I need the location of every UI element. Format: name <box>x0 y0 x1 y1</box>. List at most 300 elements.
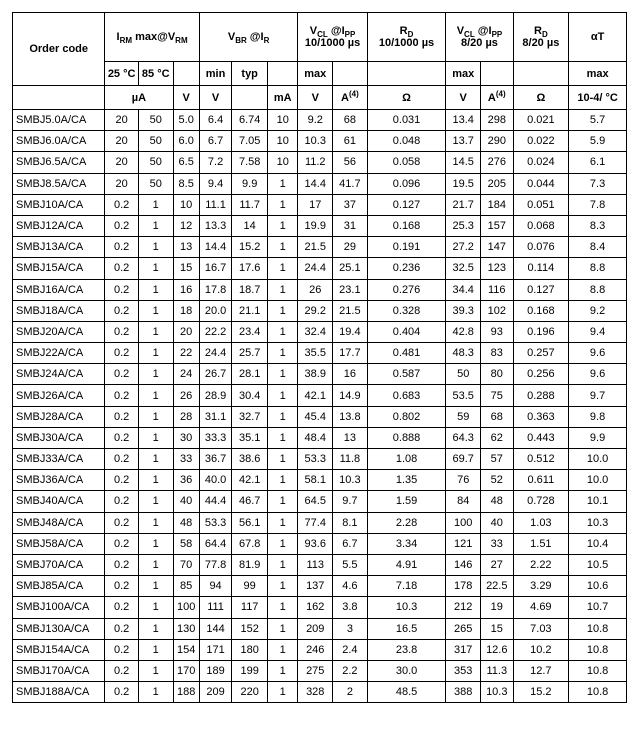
irm-25c-cell: 0.2 <box>105 300 139 321</box>
irm-25c-cell: 20 <box>105 173 139 194</box>
irm-85c-cell: 50 <box>138 173 173 194</box>
rd-8-20-cell: 0.024 <box>513 152 569 173</box>
alpha-t-cell: 9.6 <box>569 364 627 385</box>
order-code-cell: SMBJ6.5A/CA <box>13 152 105 173</box>
vbr-typ-cell: 46.7 <box>232 491 268 512</box>
vrm-cell: 24 <box>173 364 199 385</box>
ir-cell: 1 <box>268 321 298 342</box>
vbr-typ-cell: 18.7 <box>232 279 268 300</box>
table-row <box>13 343 627 364</box>
irm-85c-cell: 1 <box>138 491 173 512</box>
irm-25c-cell: 0.2 <box>105 279 139 300</box>
table-row <box>13 258 627 279</box>
order-code-cell: SMBJ170A/CA <box>13 660 105 681</box>
irm-85c-cell: 1 <box>138 258 173 279</box>
alpha-t-cell: 8.8 <box>569 258 627 279</box>
irm-85c-cell: 1 <box>138 215 173 236</box>
rd-8-20-cell: 0.363 <box>513 406 569 427</box>
rd-8-20-cell: 1.03 <box>513 512 569 533</box>
vbr-min-cell: 44.4 <box>199 491 232 512</box>
alpha-t-cell: 8.3 <box>569 215 627 236</box>
irm-85c-cell: 1 <box>138 449 173 470</box>
ipp-8-20-cell: 52 <box>481 470 514 491</box>
ipp-10-1000-cell: 25.1 <box>333 258 368 279</box>
irm-85c-cell: 1 <box>138 639 173 660</box>
alpha-t-cell: 5.7 <box>569 110 627 131</box>
vrm-cell: 58 <box>173 533 199 554</box>
vcl-10-1000-cell: 11.2 <box>298 152 333 173</box>
ipp-10-1000-cell: 5.5 <box>333 554 368 575</box>
ipp-8-20-cell: 102 <box>481 300 514 321</box>
ipp-8-20-cell: 93 <box>481 321 514 342</box>
ipp-8-20-cell: 123 <box>481 258 514 279</box>
vrm-cell: 8.5 <box>173 173 199 194</box>
table-row <box>13 639 627 660</box>
table-row <box>13 449 627 470</box>
table-body <box>13 110 627 703</box>
ir-cell: 1 <box>268 300 298 321</box>
order-code-cell: SMBJ33A/CA <box>13 449 105 470</box>
ipp-8-20-cell: 75 <box>481 385 514 406</box>
order-code-cell: SMBJ20A/CA <box>13 321 105 342</box>
ipp-8-20-cell: 157 <box>481 215 514 236</box>
vcl-8-20-cell: 388 <box>446 682 481 703</box>
vcl-8-20-cell: 76 <box>446 470 481 491</box>
rd-8-20-cell: 0.127 <box>513 279 569 300</box>
order-code-cell: SMBJ22A/CA <box>13 343 105 364</box>
irm-25c-cell: 0.2 <box>105 512 139 533</box>
irm-85c-cell: 1 <box>138 321 173 342</box>
vcl-8-20-cell: 84 <box>446 491 481 512</box>
vcl-8-20-cell: 32.5 <box>446 258 481 279</box>
vrm-cell: 16 <box>173 279 199 300</box>
ir-cell: 1 <box>268 639 298 660</box>
table-row <box>13 321 627 342</box>
electrical-characteristics-table <box>12 12 627 703</box>
vbr-typ-cell: 180 <box>232 639 268 660</box>
vrm-cell: 170 <box>173 660 199 681</box>
ipp-8-20-cell: 205 <box>481 173 514 194</box>
vcl-8-20-cell: 21.7 <box>446 194 481 215</box>
alpha-t-cell: 8.8 <box>569 279 627 300</box>
irm-85c-cell: 1 <box>138 427 173 448</box>
irm-header: $I_{RM}$ $\max@V_{RM}$ <box>105 13 199 62</box>
vbr-min-cell: 36.7 <box>199 449 232 470</box>
rd-8-20-cell: 0.068 <box>513 215 569 236</box>
vcl-8-20-cell: 212 <box>446 597 481 618</box>
irm-25c-cell: 0.2 <box>105 237 139 258</box>
vcl-10-1000-cell: 48.4 <box>298 427 333 448</box>
ir-cell: 1 <box>268 512 298 533</box>
ipp-8-20-cell: 68 <box>481 406 514 427</box>
ir-cell: 1 <box>268 258 298 279</box>
ipp-10-1000-cell: 23.1 <box>333 279 368 300</box>
alpha-t-cell: 9.9 <box>569 427 627 448</box>
alpha-t-cell: 7.8 <box>569 194 627 215</box>
vbr-min-cell: 26.7 <box>199 364 232 385</box>
ipp-8-20-cell: 147 <box>481 237 514 258</box>
ipp-8-20-cell: 184 <box>481 194 514 215</box>
vcl-8-20-cell: 146 <box>446 554 481 575</box>
temp-85-header: 85 °C <box>138 62 173 86</box>
vcl-8-20-cell: 59 <box>446 406 481 427</box>
vcl-8-20-cell: 13.7 <box>446 131 481 152</box>
vbr-min-cell: 6.4 <box>199 110 232 131</box>
ir-cell: 1 <box>268 533 298 554</box>
vrm-cell: 13 <box>173 237 199 258</box>
rd-8-20-cell: 12.7 <box>513 660 569 681</box>
irm-25c-cell: 0.2 <box>105 343 139 364</box>
ipp-8-20-cell: 12.6 <box>481 639 514 660</box>
table-row <box>13 554 627 575</box>
table-row <box>13 237 627 258</box>
ipp-10-1000-cell: 3 <box>333 618 368 639</box>
ipp-10-1000-cell: 16 <box>333 364 368 385</box>
irm-85c-cell: 1 <box>138 194 173 215</box>
vcl-8-20-header: $V_{CL}$ $@I_{PP}$ 8/20 µs <box>446 13 513 62</box>
vcl-10-1000-cell: 77.4 <box>298 512 333 533</box>
irm-85c-cell: 50 <box>138 110 173 131</box>
vbr-typ-cell: 11.7 <box>232 194 268 215</box>
table-row <box>13 406 627 427</box>
ipp-10-1000-cell: 56 <box>333 152 368 173</box>
vbr-min-cell: 111 <box>199 597 232 618</box>
rd-8-20-cell: 0.256 <box>513 364 569 385</box>
vbr-typ-cell: 21.1 <box>232 300 268 321</box>
alpha-t-cell: 5.9 <box>569 131 627 152</box>
rd-10-1000-cell: 0.048 <box>367 131 446 152</box>
vcl-10-1000-cell: 53.3 <box>298 449 333 470</box>
rd-10-1000-cell: 10.3 <box>367 597 446 618</box>
ipp-8-20-cell: 80 <box>481 364 514 385</box>
irm-85c-cell: 1 <box>138 618 173 639</box>
ipp-8-20-cell: 19 <box>481 597 514 618</box>
vbr-min-cell: 24.4 <box>199 343 232 364</box>
ir-cell: 1 <box>268 660 298 681</box>
rd-8-20-cell: 0.168 <box>513 300 569 321</box>
vrm-cell: 20 <box>173 321 199 342</box>
order-code-cell: SMBJ12A/CA <box>13 215 105 236</box>
alpha-t-cell: 9.6 <box>569 343 627 364</box>
rd-10-1000-cell: 0.404 <box>367 321 446 342</box>
irm-25c-cell: 0.2 <box>105 194 139 215</box>
vbr-min-cell: 33.3 <box>199 427 232 448</box>
unit-ua: µA <box>105 86 173 110</box>
irm-25c-cell: 0.2 <box>105 321 139 342</box>
vcl-8-20-cell: 13.4 <box>446 110 481 131</box>
empty-header-cell <box>513 62 569 86</box>
vrm-cell: 40 <box>173 491 199 512</box>
vbr-header: $V_{BR}$ $@I_R$ <box>199 13 298 62</box>
table-row <box>13 660 627 681</box>
vbr-min-cell: 13.3 <box>199 215 232 236</box>
ir-cell: 1 <box>268 279 298 300</box>
ipp-10-1000-cell: 61 <box>333 131 368 152</box>
vcl-8-20-cell: 69.7 <box>446 449 481 470</box>
vrm-cell: 154 <box>173 639 199 660</box>
alpha-t-cell: 9.4 <box>569 321 627 342</box>
irm-85c-cell: 1 <box>138 660 173 681</box>
ipp-10-1000-cell: 8.1 <box>333 512 368 533</box>
vbr-min-cell: 20.0 <box>199 300 232 321</box>
vbr-typ-cell: 56.1 <box>232 512 268 533</box>
ir-cell: 1 <box>268 385 298 406</box>
temp-25-header: 25 °C <box>105 62 139 86</box>
irm-25c-cell: 0.2 <box>105 554 139 575</box>
irm-25c-cell: 0.2 <box>105 576 139 597</box>
vbr-typ-cell: 42.1 <box>232 470 268 491</box>
ir-cell: 1 <box>268 194 298 215</box>
vbr-typ-cell: 6.74 <box>232 110 268 131</box>
table-row <box>13 618 627 639</box>
vbr-typ-cell: 32.7 <box>232 406 268 427</box>
vbr-min-cell: 16.7 <box>199 258 232 279</box>
ipp-10-1000-cell: 10.3 <box>333 470 368 491</box>
vbr-min-cell: 94 <box>199 576 232 597</box>
vbr-typ-cell: 7.58 <box>232 152 268 173</box>
table-row <box>13 300 627 321</box>
ipp-8-20-cell: 290 <box>481 131 514 152</box>
rd-8-20-cell: 0.288 <box>513 385 569 406</box>
vbr-typ-cell: 81.9 <box>232 554 268 575</box>
rd-10-1000-cell: 0.236 <box>367 258 446 279</box>
vcl-8-20-cell: 27.2 <box>446 237 481 258</box>
unit-a-ipp1: $A^{(4)}$ <box>333 86 368 110</box>
alpha-t-cell: 10.1 <box>569 491 627 512</box>
vbr-min-cell: 14.4 <box>199 237 232 258</box>
order-code-cell: SMBJ13A/CA <box>13 237 105 258</box>
order-code-cell: SMBJ26A/CA <box>13 385 105 406</box>
vbr-typ-cell: 7.05 <box>232 131 268 152</box>
empty-header-cell <box>13 86 105 110</box>
vbr-typ-cell: 15.2 <box>232 237 268 258</box>
rd-10-1000-cell: 0.587 <box>367 364 446 385</box>
ipp-8-20-cell: 11.3 <box>481 660 514 681</box>
rd-8-20-cell: 0.076 <box>513 237 569 258</box>
rd-8-20-cell: 3.29 <box>513 576 569 597</box>
ipp-8-20-cell: 33 <box>481 533 514 554</box>
irm-85c-cell: 1 <box>138 343 173 364</box>
order-code-cell: SMBJ48A/CA <box>13 512 105 533</box>
irm-25c-cell: 0.2 <box>105 491 139 512</box>
vbr-typ-cell: 35.1 <box>232 427 268 448</box>
alpha-t-cell: 10.3 <box>569 512 627 533</box>
alpha-t-cell: 9.2 <box>569 300 627 321</box>
vcl-10-1000-cell: 26 <box>298 279 333 300</box>
vcl-10-1000-cell: 32.4 <box>298 321 333 342</box>
rd-10-1000-cell: 0.191 <box>367 237 446 258</box>
vbr-typ-cell: 152 <box>232 618 268 639</box>
ipp-10-1000-cell: 21.5 <box>333 300 368 321</box>
rd-10-1000-cell: 0.888 <box>367 427 446 448</box>
vrm-cell: 26 <box>173 385 199 406</box>
vcl-10-1000-cell: 58.1 <box>298 470 333 491</box>
order-code-cell: SMBJ36A/CA <box>13 470 105 491</box>
order-code-cell: SMBJ30A/CA <box>13 427 105 448</box>
irm-85c-cell: 1 <box>138 470 173 491</box>
vcl-8-20-cell: 317 <box>446 639 481 660</box>
table-row <box>13 470 627 491</box>
alpha-t-cell: 10.4 <box>569 533 627 554</box>
ipp-8-20-cell: 276 <box>481 152 514 173</box>
rd-10-1000-cell: 2.28 <box>367 512 446 533</box>
vcl-10-1000-cell: 10.3 <box>298 131 333 152</box>
vbr-min-cell: 17.8 <box>199 279 232 300</box>
vbr-min-cell: 53.3 <box>199 512 232 533</box>
vcl-8-20-cell: 353 <box>446 660 481 681</box>
ir-cell: 1 <box>268 597 298 618</box>
table-row <box>13 194 627 215</box>
irm-85c-cell: 1 <box>138 279 173 300</box>
ir-cell: 1 <box>268 576 298 597</box>
rd-10-1000-cell: 1.59 <box>367 491 446 512</box>
order-code-header: Order code <box>13 13 105 86</box>
ipp-8-20-cell: 27 <box>481 554 514 575</box>
vbr-typ-cell: 117 <box>232 597 268 618</box>
irm-25c-cell: 0.2 <box>105 660 139 681</box>
table-row <box>13 385 627 406</box>
order-code-cell: SMBJ6.0A/CA <box>13 131 105 152</box>
order-code-cell: SMBJ8.5A/CA <box>13 173 105 194</box>
table-header <box>13 13 627 110</box>
irm-85c-cell: 1 <box>138 406 173 427</box>
vcl-8-20-cell: 42.8 <box>446 321 481 342</box>
alpha-t-cell: 6.1 <box>569 152 627 173</box>
order-code-cell: SMBJ154A/CA <box>13 639 105 660</box>
ipp-10-1000-cell: 37 <box>333 194 368 215</box>
vcl-8-20-cell: 34.4 <box>446 279 481 300</box>
irm-25c-cell: 20 <box>105 110 139 131</box>
vrm-cell: 15 <box>173 258 199 279</box>
rd-8-20-cell: 0.611 <box>513 470 569 491</box>
vrm-cell: 85 <box>173 576 199 597</box>
order-code-cell: SMBJ85A/CA <box>13 576 105 597</box>
ir-cell: 1 <box>268 237 298 258</box>
rd-8-20-cell: 0.044 <box>513 173 569 194</box>
table-row <box>13 533 627 554</box>
vcl-8-20-cell: 14.5 <box>446 152 481 173</box>
alpha-t-cell: 10.6 <box>569 576 627 597</box>
vrm-cell: 70 <box>173 554 199 575</box>
ipp-10-1000-cell: 68 <box>333 110 368 131</box>
vbr-typ-cell: 14 <box>232 215 268 236</box>
vrm-cell: 6.5 <box>173 152 199 173</box>
ipp-8-20-cell: 15 <box>481 618 514 639</box>
rd-8-20-cell: 4.69 <box>513 597 569 618</box>
vbr-typ-cell: 9.9 <box>232 173 268 194</box>
ipp-10-1000-cell: 17.7 <box>333 343 368 364</box>
rd-10-1000-cell: 1.08 <box>367 449 446 470</box>
ir-cell: 1 <box>268 449 298 470</box>
order-code-cell: SMBJ40A/CA <box>13 491 105 512</box>
ipp-8-20-cell: 48 <box>481 491 514 512</box>
ipp-8-20-cell: 22.5 <box>481 576 514 597</box>
table-row <box>13 682 627 703</box>
rd-8-20-cell: 2.22 <box>513 554 569 575</box>
order-code-cell: SMBJ10A/CA <box>13 194 105 215</box>
table-row <box>13 110 627 131</box>
rd-8-20-cell: 0.257 <box>513 343 569 364</box>
vrm-cell: 10 <box>173 194 199 215</box>
irm-85c-cell: 50 <box>138 131 173 152</box>
ir-cell: 10 <box>268 110 298 131</box>
ipp-8-20-cell: 298 <box>481 110 514 131</box>
ir-cell: 10 <box>268 152 298 173</box>
irm-25c-cell: 0.2 <box>105 406 139 427</box>
vrm-cell: 5.0 <box>173 110 199 131</box>
rd-8-20-cell: 7.03 <box>513 618 569 639</box>
vbr-min-cell: 64.4 <box>199 533 232 554</box>
ipp-10-1000-cell: 13 <box>333 427 368 448</box>
irm-85c-cell: 1 <box>138 533 173 554</box>
vcl-10-1000-cell: 19.9 <box>298 215 333 236</box>
rd-10-1000-header: $R_D$ 10/1000 µs <box>367 13 446 62</box>
vbr-typ-cell: 199 <box>232 660 268 681</box>
rd-10-1000-cell: 0.127 <box>367 194 446 215</box>
irm-25c-cell: 0.2 <box>105 682 139 703</box>
vcl-10-1000-cell: 209 <box>298 618 333 639</box>
vcl-8-20-cell: 100 <box>446 512 481 533</box>
vrm-cell: 36 <box>173 470 199 491</box>
rd-8-20-cell: 0.728 <box>513 491 569 512</box>
table-row <box>13 215 627 236</box>
vbr-min-cell: 6.7 <box>199 131 232 152</box>
unit-v-vcl2: V <box>446 86 481 110</box>
alpha-t-max-header: max <box>569 62 627 86</box>
ipp-8-20-cell: 116 <box>481 279 514 300</box>
ipp-10-1000-cell: 13.8 <box>333 406 368 427</box>
vcl-8-20-cell: 178 <box>446 576 481 597</box>
alpha-t-cell: 7.3 <box>569 173 627 194</box>
alpha-t-header: αT <box>569 13 627 62</box>
rd-8-20-cell: 0.196 <box>513 321 569 342</box>
alpha-t-cell: 10.8 <box>569 618 627 639</box>
order-code-cell: SMBJ18A/CA <box>13 300 105 321</box>
alpha-t-cell: 10.8 <box>569 660 627 681</box>
vcl-8-20-cell: 25.3 <box>446 215 481 236</box>
rd-10-1000-cell: 48.5 <box>367 682 446 703</box>
ir-cell: 1 <box>268 343 298 364</box>
rd-8-20-cell: 0.512 <box>513 449 569 470</box>
alpha-t-cell: 10.0 <box>569 449 627 470</box>
rd-10-1000-cell: 30.0 <box>367 660 446 681</box>
vrm-cell: 48 <box>173 512 199 533</box>
vcl-10-1000-cell: 38.9 <box>298 364 333 385</box>
vbr-min-cell: 171 <box>199 639 232 660</box>
rd-10-1000-cell: 23.8 <box>367 639 446 660</box>
irm-25c-cell: 0.2 <box>105 427 139 448</box>
empty-header-cell <box>481 62 514 86</box>
ir-cell: 1 <box>268 406 298 427</box>
vbr-min-cell: 189 <box>199 660 232 681</box>
ir-cell: 1 <box>268 554 298 575</box>
rd-8-20-header: $R_D$ 8/20 µs <box>513 13 569 62</box>
unit-v-vbr: V <box>199 86 232 110</box>
vcl-10-1000-cell: 162 <box>298 597 333 618</box>
vrm-cell: 6.0 <box>173 131 199 152</box>
ipp-8-20-cell: 57 <box>481 449 514 470</box>
empty-header-cell <box>232 86 268 110</box>
ir-cell: 1 <box>268 364 298 385</box>
typ-header: typ <box>232 62 268 86</box>
unit-ohm-rd1: Ω <box>367 86 446 110</box>
vrm-cell: 28 <box>173 406 199 427</box>
ir-cell: 1 <box>268 491 298 512</box>
table-row <box>13 173 627 194</box>
irm-25c-cell: 0.2 <box>105 364 139 385</box>
table-row <box>13 427 627 448</box>
vrm-cell: 188 <box>173 682 199 703</box>
